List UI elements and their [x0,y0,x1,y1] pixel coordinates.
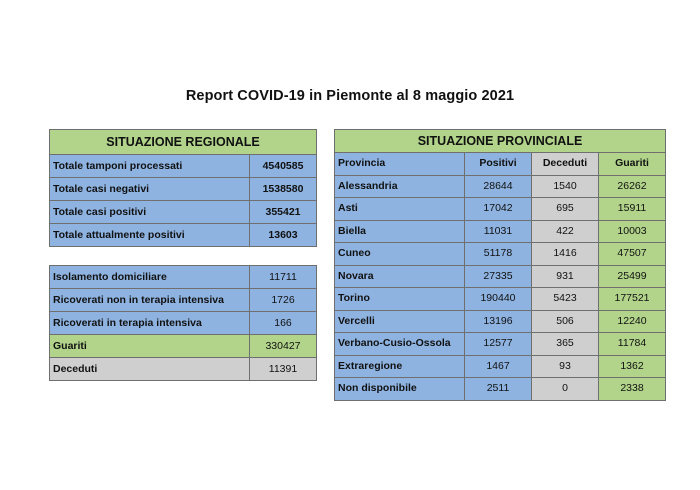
row-value: 4540585 [250,155,317,178]
deceduti-value: 695 [532,198,599,221]
province-name: Vercelli [335,310,465,333]
guariti-value: 2338 [599,378,666,401]
positivi-value: 190440 [465,288,532,311]
table-row [50,335,317,358]
table-row [335,175,666,198]
provincial-header: SITUAZIONE PROVINCIALE [335,130,666,153]
deceduti-value: 93 [532,355,599,378]
guariti-value: 26262 [599,175,666,198]
guariti-value: 11784 [599,333,666,356]
column-header: Guariti [599,153,666,176]
guariti-value: 15911 [599,198,666,221]
guariti-value: 47507 [599,243,666,266]
province-name: Non disponibile [335,378,465,401]
table-row [335,310,666,333]
report-title: Report COVID-19 in Piemonte al 8 maggio 2021 [185,88,515,104]
column-header: Deceduti [532,153,599,176]
table-row [335,333,666,356]
row-label: Totale tamponi processati [50,155,250,178]
positivi-value: 51178 [465,243,532,266]
guariti-value: 10003 [599,220,666,243]
table-row [50,201,317,224]
province-name: Torino [335,288,465,311]
row-value: 11711 [250,266,317,289]
row-value: 11391 [250,358,317,381]
table-row [335,355,666,378]
row-label: Ricoverati non in terapia intensiva [50,289,250,312]
province-name: Verbano-Cusio-Ossola [335,333,465,356]
guariti-value: 25499 [599,265,666,288]
table-row [50,266,317,289]
table-row [335,198,666,221]
table-row [50,312,317,335]
table-row [50,224,317,247]
deceduti-value: 5423 [532,288,599,311]
table-row [335,265,666,288]
row-label: Totale casi negativi [50,178,250,201]
guariti-value: 1362 [599,355,666,378]
row-value: 330427 [250,335,317,358]
regional-header: SITUAZIONE REGIONALE [50,130,317,155]
deceduti-value: 1416 [532,243,599,266]
row-label: Totale casi positivi [50,201,250,224]
deceduti-value: 365 [532,333,599,356]
row-value: 355421 [250,201,317,224]
row-value: 1538580 [250,178,317,201]
province-name: Extraregione [335,355,465,378]
row-label: Guariti [50,335,250,358]
deceduti-value: 506 [532,310,599,333]
province-name: Biella [335,220,465,243]
guariti-value: 177521 [599,288,666,311]
column-header: Provincia [335,153,465,176]
province-name: Alessandria [335,175,465,198]
row-value: 1726 [250,289,317,312]
row-label: Deceduti [50,358,250,381]
table-row [50,289,317,312]
positivi-value: 27335 [465,265,532,288]
deceduti-value: 1540 [532,175,599,198]
deceduti-value: 422 [532,220,599,243]
guariti-value: 12240 [599,310,666,333]
hospitalization-table [49,265,317,381]
province-name: Cuneo [335,243,465,266]
regional-situation-table [49,129,317,247]
row-label: Isolamento domiciliare [50,266,250,289]
row-label: Ricoverati in terapia intensiva [50,312,250,335]
positivi-value: 13196 [465,310,532,333]
row-value: 13603 [250,224,317,247]
positivi-value: 12577 [465,333,532,356]
table-row [50,358,317,381]
table-row [50,178,317,201]
positivi-value: 1467 [465,355,532,378]
column-header-row [335,153,666,176]
deceduti-value: 0 [532,378,599,401]
table-header-row [50,130,317,155]
row-label: Totale attualmente positivi [50,224,250,247]
province-name: Novara [335,265,465,288]
positivi-value: 11031 [465,220,532,243]
province-name: Asti [335,198,465,221]
positivi-value: 2511 [465,378,532,401]
deceduti-value: 931 [532,265,599,288]
table-row [335,220,666,243]
table-header-row [335,130,666,153]
column-header: Positivi [465,153,532,176]
positivi-value: 28644 [465,175,532,198]
row-value: 166 [250,312,317,335]
provincial-situation-table [334,129,666,401]
table-row [335,243,666,266]
table-row [50,155,317,178]
table-row [335,378,666,401]
positivi-value: 17042 [465,198,532,221]
table-row [335,288,666,311]
